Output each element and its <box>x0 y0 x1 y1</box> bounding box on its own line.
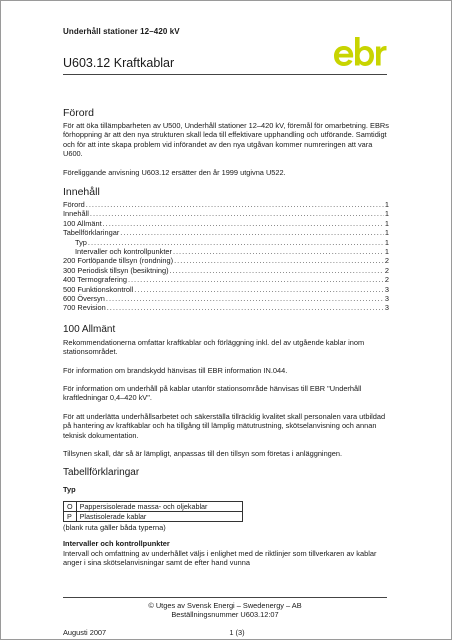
footer-date: Augusti 2007 <box>63 628 107 637</box>
table-row <box>64 501 243 511</box>
toc-entry-page: 3 <box>384 303 389 313</box>
tabell-section <box>63 467 389 567</box>
toc-entry-page: 1 <box>384 246 389 256</box>
forord-paragraph-1: För att öka tillämpbarheten av U500, Underhåll stationer 12–420 kV, föremål för omarbetning. EBRs förhoppning är att den nya strukturen skall leda till effektivare upphandling och utförande. Samtidigt och för att inte skapa problem vid införandet av den nya utgåvan kommer numreringen att vara U600. <box>63 121 389 159</box>
toc-entry[interactable] <box>63 219 389 228</box>
typ-table <box>63 501 243 522</box>
forord-paragraph-2: Föreliggande anvisning U603.12 ersätter den år 1999 utgivna U522. <box>63 167 286 177</box>
toc-leader-dots <box>134 285 384 294</box>
header-divider <box>63 74 387 75</box>
toc-leader-dots <box>88 238 384 247</box>
toc-entry-page: 2 <box>384 256 389 266</box>
toc-entry-label: 600 Översyn <box>63 293 105 303</box>
document-title: U603.12 Kraftkablar <box>63 56 175 70</box>
toc-entry-label: Förord <box>63 200 85 210</box>
forord-heading: Förord <box>63 107 94 119</box>
toc-entry[interactable] <box>63 200 389 209</box>
toc-entry[interactable] <box>63 266 389 275</box>
intervall-heading: Intervaller och kontrollpunkter <box>63 539 170 549</box>
series-title: Underhåll stationer 12–420 kV <box>63 27 180 36</box>
footer-divider <box>63 597 387 598</box>
toc-leader-dots <box>106 294 384 303</box>
toc-entry[interactable] <box>63 228 389 237</box>
toc-entry-page: 2 <box>384 275 389 285</box>
toc-entry-label: Intervaller och kontrollpunkter <box>75 246 172 256</box>
toc-entry[interactable] <box>63 247 389 256</box>
toc-entry[interactable] <box>63 275 389 284</box>
footer <box>63 601 387 619</box>
innehall-heading: Innehåll <box>63 186 100 199</box>
ebr-logo <box>333 35 387 69</box>
toc-leader-dots <box>128 275 384 284</box>
ebr-logo-mark <box>334 37 387 66</box>
toc-entry-page: 1 <box>384 218 389 228</box>
typ-heading: Typ <box>63 485 76 495</box>
toc-entry[interactable] <box>63 256 389 265</box>
footer-publisher: © Utges av Svensk Energi – Swedenergy – AB <box>148 601 302 610</box>
toc-entry-page: 2 <box>384 265 389 275</box>
tabell-heading: Tabellförklaringar <box>63 467 140 479</box>
typ-description: Plastisolerade kablar <box>76 511 242 521</box>
toc-entry-label: 500 Funktionskontroll <box>63 284 134 294</box>
forord-section <box>63 107 389 177</box>
allmant-heading: 100 Allmänt <box>63 323 116 335</box>
toc-entry[interactable] <box>63 209 389 218</box>
toc-leader-dots <box>86 200 384 209</box>
footer-order-number: Beställningsnummer U603.12:07 <box>171 610 279 619</box>
typ-code: O <box>64 501 77 511</box>
typ-description: Pappersisolerade massa- och oljekablar <box>76 501 242 511</box>
toc-entry-page: 1 <box>384 209 389 219</box>
toc-entry[interactable] <box>63 303 389 312</box>
table-of-contents <box>63 200 389 313</box>
innehall-section <box>63 186 389 313</box>
toc-entry-page: 1 <box>384 200 389 210</box>
toc-leader-dots <box>107 303 384 312</box>
toc-entry-label: 700 Revision <box>63 303 106 313</box>
toc-entry-label: 400 Termografering <box>63 275 127 285</box>
allmant-paragraph-3: För information om underhåll på kablar utanför stationsområde hänvisas till EBR "Underhåll kraftledningar 0,4–420 kV". <box>63 383 362 403</box>
allmant-paragraph-5: Tillsynen skall, där så är lämpligt, anpassas till den tillsyn som företas i anläggningen. <box>63 448 343 458</box>
toc-entry-label: Tabellförklaringar <box>63 228 120 238</box>
toc-entry[interactable] <box>63 238 389 247</box>
toc-leader-dots <box>170 266 384 275</box>
table-row <box>64 511 243 521</box>
intervall-text: Intervall och omfattning av underhållet väljs i enlighet med de riktlinjer som tillverkaren av kablar anger i sina skötselanvisningar samt de efter hand vunna <box>63 548 377 567</box>
page-number: 1 (3) <box>229 628 245 637</box>
toc-leader-dots <box>90 209 384 218</box>
allmant-paragraph-1: Rekommendationerna omfattar kraftkablar och förläggning inkl. del av utgående kablar inom stationsområdet. <box>63 337 365 357</box>
toc-entry-label: Typ <box>75 237 87 247</box>
typ-note: (blank ruta gäller båda typerna) <box>63 522 166 532</box>
toc-entry-label: 200 Fortlöpande tillsyn (rondning) <box>63 256 174 266</box>
toc-entry-page: 3 <box>384 293 389 303</box>
typ-code: P <box>64 511 77 521</box>
allmant-paragraph-4: För att underlätta underhållsarbetet och säkerställa tillräcklig kvalitet skall personalen vara utbildad på hantering av kraftkablar och ha tillgång till lämplig mätutrustning, skötselanvisning och annan teknisk dokumentation. <box>63 411 386 440</box>
allmant-paragraph-2: För information om brandskydd hänvisas till EBR information IN.044. <box>63 365 288 375</box>
toc-entry-label: 300 Periodisk tillsyn (besiktning) <box>63 265 169 275</box>
toc-entry[interactable] <box>63 294 389 303</box>
toc-leader-dots <box>173 247 384 256</box>
document-body <box>63 107 389 569</box>
toc-entry-label: 100 Allmänt <box>63 218 102 228</box>
toc-entry-label: Innehåll <box>63 209 89 219</box>
toc-leader-dots <box>120 228 384 237</box>
allmant-section <box>63 324 389 459</box>
toc-leader-dots <box>103 219 384 228</box>
toc-entry[interactable] <box>63 285 389 294</box>
toc-leader-dots <box>174 256 384 265</box>
toc-entry-page: 3 <box>384 284 389 294</box>
toc-entry-page: 1 <box>384 237 389 247</box>
toc-entry-page: 1 <box>384 228 389 238</box>
